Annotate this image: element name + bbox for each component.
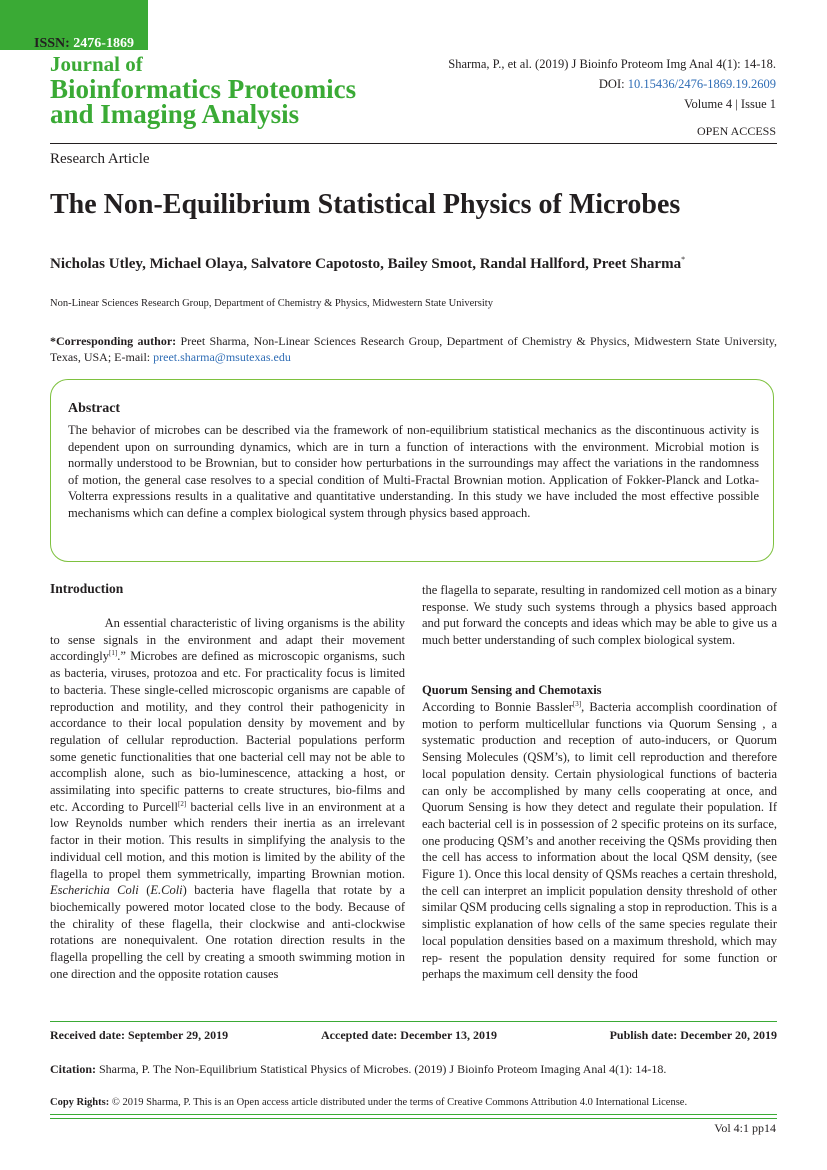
citation-ref-2[interactable]: [2] <box>177 799 187 808</box>
copyright-text: © 2019 Sharma, P. This is an Open access article distributed under the terms of Creative Commons Attribution 4.0 International License. <box>109 1097 688 1108</box>
citation-text: Sharma, P. The Non-Equilibrium Statistical Physics of Microbes. (2019) J Bioinfo Proteom Imaging Anal 4(1): 14-18. <box>96 1062 667 1076</box>
accepted-date: Accepted date: December 13, 2019 <box>321 1028 498 1042</box>
copyright-label: Copy Rights: <box>50 1097 110 1108</box>
affiliation: Non-Linear Sciences Research Group, Department of Chemistry & Physics, Midwestern State University <box>50 298 493 309</box>
citation <box>50 1062 666 1077</box>
issn-value: 2476-1869 <box>73 36 134 51</box>
footer-divider-1 <box>50 1114 777 1115</box>
intro-text-3: bacterial cells live in an environment at a low Reynolds number which renders their inertia as an irrelevant factor in their motion. This results in simplifying the analysis to the individual cell motion, and this motion is limited by the ability of the flagella to propel them symmetrically, imparting Brownian motion. <box>50 799 405 881</box>
page-number: Vol 4:1 pp14 <box>714 1121 776 1135</box>
doi <box>448 74 776 94</box>
journal-title-line1: Journal of <box>50 52 143 76</box>
author-list <box>50 255 685 273</box>
footer-divider-2 <box>50 1118 777 1119</box>
qs-text-1: According to Bonnie Bassler <box>422 700 573 714</box>
issn-label: ISSN: <box>34 36 70 51</box>
introduction-paragraph <box>50 615 405 982</box>
journal-title-line2: Bioinformatics Proteomics <box>50 74 357 104</box>
quorum-sensing-paragraph <box>422 699 777 983</box>
intro-text-4: ( <box>138 883 151 898</box>
introduction-body <box>50 615 405 982</box>
abstract-text: The behavior of microbes can be described via the framework of non-equilibrium statistical mechanics as the discontinuous activity is dependent upon on surrounding dynamics, which are in turn a function of interactions with the environment. Microbial motion is normally understood to be Brownian, but to consider how perturbations in the surroundings may affect the variations in the randomness of motion, the general case resolves to a special condition of Multi-Fractal Brownian motion. Application of Fokker-Planck and Lotka- Volterra expressions results in a qualitative and quantitative understanding. In this study we have included the most effective possible mechanisms which can define a complex biological system through physics based approach. <box>68 423 759 520</box>
publish-date: Publish date: December 20, 2019 <box>609 1028 777 1042</box>
footer-divider-top <box>50 1021 777 1022</box>
introduction-continuation: the flagella to separate, resulting in randomized cell motion as a binary response. We study such systems through a physics based approach and put forward the concepts and ideas which may be able to give us a much better understanding of such complex biological system. <box>422 583 777 648</box>
introduction-heading: Introduction <box>50 581 124 596</box>
citation-ref-3[interactable]: [3] <box>572 699 582 708</box>
doi-link[interactable]: 10.15436/2476-1869.19.2609 <box>627 77 776 91</box>
doi-label: DOI: <box>598 77 628 91</box>
authors-text: Nicholas Utley, Michael Olaya, Salvatore Capotosto, Bailey Smoot, Randal Hallford, Preet Sharma <box>50 256 682 272</box>
abstract-heading: Abstract <box>68 401 121 416</box>
received-date: Received date: September 29, 2019 <box>50 1028 229 1042</box>
corresponding-author <box>50 333 777 365</box>
header-meta <box>448 54 776 114</box>
quorum-sensing-body <box>422 699 777 983</box>
corresponding-label: *Corresponding author: <box>50 334 177 348</box>
open-access-label: OPEN ACCESS <box>696 124 776 138</box>
species-name: Escherichia Coli <box>50 883 139 898</box>
corresponding-email-link[interactable]: preet.sharma@msutexas.edu <box>153 350 291 364</box>
qs-text-2: , Bacteria accomplish coordination of motion to perform multicellular functions via Quorum Sensing , a systematic production and reception of auto-inducers, or Quorum Sensing Molecules (QSM’s), to limit cell reproduction and therefore local population density. Certain physiological functions of bacteria can only be accomplished by many cells cooperating at once, and Quorum Sensing is how they detect and regulate their population. If each bacterial cell is in possession of 2 specific proteins on its surface, one producing QSM’s and another receiving the QSMs providing then the cell has access to information about the local QSM density, (see Figure 1). Once this local density of QSMs reaches a certain threshold, the cell can interpret an implicit population density threshold of other similar QSM producing cells signaling a stop in reproduction. This is a simplistic explanation of how cells of the same species regulate their local population densities based on a maximum threshold, which may rep- resent the population density required for some function or perhaps the maximum cell density the food <box>422 700 778 982</box>
short-citation: Sharma, P., et al. (2019) J Bioinfo Proteom Img Anal 4(1): 14-18. <box>448 57 776 71</box>
intro-text-1: An essential characteristic of living organisms is the ability to sense signals in the environment and adapt their movement accordingly <box>50 616 405 664</box>
intro-text-2: .” Microbes are defined as microscopic organisms, such as bacteria, viruses, protozoa and etc. For practicality focus is limited to bacteria. These single-celled microscopic organisms are capable of reproduction and motility, and they control their pathogenicity in accordance to their local population density by movement and by regulation of cellular reproduction. Bacterial populations perform some genetic functionalities that one bacterial cell may not be able to accomplish alone, such as bio-luminescence, attacking a host, or assimilating into specific patterns to create structures, bio-films and etc. According to Purcell <box>50 649 405 814</box>
citation-label: Citation: <box>50 1062 96 1076</box>
quorum-sensing-heading: Quorum Sensing and Chemotaxis <box>422 683 602 697</box>
corresponding-mark: * <box>681 255 686 264</box>
article-title: The Non-Equilibrium Statistical Physics of Microbes <box>50 189 681 220</box>
journal-title-line3: and Imaging Analysis <box>50 99 300 129</box>
species-abbr: E.Coli <box>150 883 183 898</box>
issn <box>34 36 134 52</box>
article-type: Research Article <box>50 151 150 167</box>
header-divider <box>50 143 777 144</box>
citation-ref-1[interactable]: [1] <box>109 649 118 658</box>
intro-text-5: ) bacteria have flagella that rotate by a biochemically powered motor located close to the body. Because of the chirality of these flagella, their clockwise and anti-clockwise rotations are nonequivalent. One rotation direction results in the flagella propelling the cell by creating a smooth swimming motion in one direction and the opposite rotation causes <box>50 883 405 981</box>
volume-issue: Volume 4 | Issue 1 <box>684 97 776 111</box>
journal-title <box>50 52 356 127</box>
corresponding-text: Preet Sharma, Non-Linear Sciences Research Group, Department of Chemistry & Physics, Midwestern State University, Texas, USA; E-mail: <box>50 334 778 364</box>
copyright <box>50 1097 687 1108</box>
